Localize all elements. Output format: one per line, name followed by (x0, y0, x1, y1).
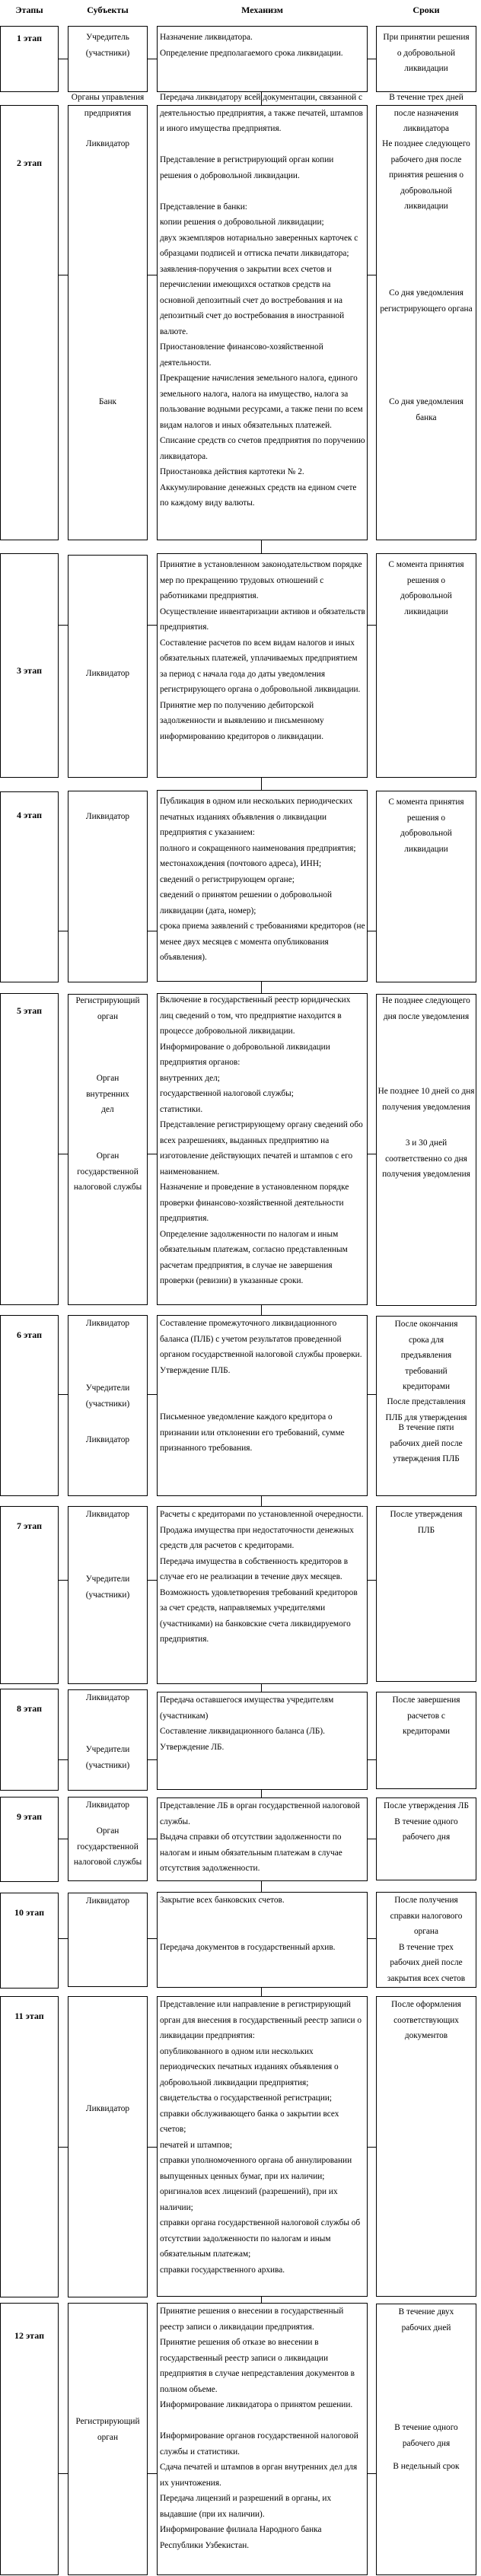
term: В течение трех дней после назначения ликвидатора (389, 93, 463, 133)
term: После окончания срока для предъявления требований кредиторами (394, 1320, 458, 1391)
mechanism-box (157, 790, 368, 982)
mechanism-box (157, 1797, 368, 1881)
header-stages: Этапы (15, 5, 43, 15)
subject: Ликвидатор (85, 669, 130, 678)
mechanism-text: Принятие в установленном законодательством порядке мер по прекращению трудовых отношений с работниками предприятия. Осуществление инвентаризации активов и обязательств предприятия. Составление расчетов по всем видам налогов и иных обязательных платежей, уплачиваемых предприятием за период с начала года до даты уведомления регистрирующего органа о добровольной ликвидации. Принятие мер по получению дебиторской задолженности и выявлению и письменному информированию кредиторов о ликвидации. (160, 560, 365, 741)
mechanism-box (157, 2303, 368, 2575)
subject: Ликвидатор (85, 1693, 130, 1702)
terms-box (376, 1996, 476, 2297)
stage-box (0, 2303, 59, 2575)
mechanism-box (157, 1996, 368, 2297)
connector (148, 625, 157, 626)
subjects-box (68, 2303, 148, 2575)
connector (261, 1305, 262, 1316)
stage-box (0, 791, 59, 982)
subject: Органы управления предприятия (71, 93, 145, 118)
subject: Ликвидатор (85, 1435, 130, 1444)
term: С момента принятия решения о добровольной ликвидации (388, 560, 464, 616)
subjects-box (68, 1315, 148, 1496)
stage-label: 11 этап (14, 2011, 44, 2021)
term: При принятии решения о добровольной ликвидации (383, 33, 470, 73)
stage-label: 1 этап (17, 33, 42, 43)
mechanism-box (157, 553, 368, 778)
subject: Учредители (участники) (85, 1575, 130, 1600)
subject: Регистрирующий орган (75, 2417, 140, 2442)
subjects-box (68, 93, 148, 540)
stage-box (0, 1315, 59, 1496)
mechanism-text: Передача ликвидатору всей документации, связанной с деятельностью предприятия, а также печатей, штампов и иного имущества предприятия. Представление в регистрирующий орган копии решения о добровольной ликвидации. Представление в банки: копии решения о добровольной ликвидации; двух экземпляров нотариально заверенных карточек с образцами подписей и оттиска печати ликвидатора; заявления-поручения о закрытии всех счетов и перечислении имеющихся остатков средств на основной депозитный счет до востребования и на депозитный счет до востребования в иностранной валюте. Приостановление финансово-хозяйственной деятельности. Прекращение начисления земельного налога, единого земельного налога, налога на имущество, налога за пользование водными ресурсами, а также пени по всем видам налогов и иных обязательных платежей. Списание средств со счетов предприятия по поручению ликвидатора. Приостановка действия картотеки № 2. Аккумулирование денежных средств на едином счете по каждому виду валюты. (160, 93, 365, 508)
subjects-box (68, 1689, 148, 1791)
stage-label: 12 этап (14, 2330, 44, 2341)
subject: Регистрирующий орган (75, 996, 140, 1021)
subject: Банк (98, 397, 117, 406)
terms-box (376, 791, 476, 982)
term: После получения справки налогового органа В течение трех рабочих дней после закрытия всех счетов (387, 1896, 466, 1983)
mechanism-text: Расчеты с кредиторами по установленной очередности. Продажа имущества при недостаточности денежных средств для расчетов с кредиторами. Передача имущества в собственность кредиторов в случае его не реализации в течение двух месяцев. Возможность удовлетворения требований кредиторов за счет средств, направляемых учредителями (участниками) на банковские счета ликвидируемого предприятия. (160, 1510, 364, 1644)
subject: Ликвидатор (85, 1319, 130, 1328)
term: После оформления соответствующих документов (391, 2000, 461, 2040)
terms-box (376, 93, 476, 540)
stage-label: 2 этап (17, 158, 42, 168)
connector (368, 2473, 376, 2474)
connector (368, 1759, 376, 1760)
subject: Ликвидатор (85, 139, 130, 148)
mechanism-text: Представление ЛБ в орган государственной налоговой службы. Выдача справки об отсутствии задолженности по налогам и иным обязательным платежам в случае отсутствия задолженности. (160, 1801, 360, 1873)
term: После представления ПЛБ для утверждения (385, 1397, 467, 1422)
terms-box (376, 553, 476, 778)
mechanism-text: Публикация в одном или нескольких периодических печатных изданиях объявления о ликвидации предприятия с указанием: полного и сокращенного наименования предприятия; местонахождения (почтового адреса), ИНН; сведений о регистрирующем органе; сведений о принятом решении о добровольной ликвидации (дата, номер); срока приема заявлений с требованиями кредиторов (не менее двух месяцев с момента опубликования объявления). (160, 797, 365, 962)
terms-box (376, 994, 476, 1306)
terms-box (376, 26, 476, 92)
connector (148, 2473, 157, 2474)
stage-box (0, 1689, 59, 1791)
connector (148, 1759, 157, 1760)
subject: Ликвидатор (85, 2104, 130, 2113)
term: Не позднее следующего рабочего дня после принятия решения о добровольной ликвидации (382, 139, 470, 211)
term: В недельный срок (393, 2462, 460, 2471)
term: Со дня уведомления банка (389, 397, 463, 422)
subject: Ликвидатор (85, 1896, 130, 1906)
connector (59, 1394, 68, 1395)
terms-box (376, 1692, 476, 1789)
stage-box (0, 26, 59, 92)
stage-box (0, 1506, 59, 1684)
subject: Орган государственной налоговой службы (73, 1826, 142, 1867)
connector (368, 2147, 376, 2148)
mechanism-text: Включение в государственный реестр юридических лиц сведений о том, что предприятие находится в процессе добровольной ликвидации. Информирование о добровольной ликвидации предприятия органов: внутренних дел; государственной налоговой службы; статистики. Представление регистрирующему органу сведений обо всех разрешениях, выданных предприятию на изготовление действующих печатей и штампов с его наименованием. Назначение и проведение в установленном порядке проверки финансово-хозяйственной деятельности предприятия. Определение задолженности по налогам и иным обязательным платежам, согласно представленным расчетам предприятия, в случае не завершения проверки (ревизии) в указанные сроки. (160, 995, 363, 1285)
mechanism-text: Представление или направление в регистрирующий орган для внесения в государственный реестр записи о ликвидации предприятия: опубликованного в одном или нескольких периодических печатных изданиях объявления о добровольной ликвидации предприятия; свидетельства о государственной регистрации; справки обслуживающего банка о закрытии всех счетов; печатей и штампов; справки уполномоченного органа об аннулировании выпущенных ценных бумаг, при их наличии; оригиналов всех лицензий (разрешений), при их наличии; справки органа государственной налоговой службы об отсутствии задолженности по налогам и иным обязательным платежам; справки государственного архива. (160, 2000, 362, 2275)
connector (261, 1684, 262, 1692)
mechanism-box (157, 1315, 368, 1496)
connector (261, 982, 262, 993)
subjects-box (68, 555, 148, 778)
terms-box (376, 2304, 476, 2575)
mechanism-box (157, 1506, 368, 1684)
terms-box (376, 1316, 476, 1496)
stage-label: 8 этап (17, 1703, 42, 1714)
connector (368, 1580, 376, 1581)
connector (368, 625, 376, 626)
connector (59, 1580, 68, 1581)
term: Со дня уведомления регистрирующего органа (380, 288, 473, 314)
term: После завершения расчетов с кредиторами (392, 1696, 460, 1736)
subject: Ликвидатор (85, 1510, 130, 1519)
stage-label: 9 этап (17, 1811, 42, 1822)
mechanism-box (157, 993, 368, 1305)
connector (148, 2147, 157, 2148)
subject: Учредитель (участники) (85, 33, 130, 58)
mechanism-text: Принятие решения о внесении в государственный реестр записи о ликвидации предприятия. Принятие решения об отказе во внесении в государственный реестр записи о ликвидации предприятия в случае непредставления документов в полном объеме. Информирование ликвидатора о принятом решении. Информирование органов государственной налоговой службы и статистики. Сдача печатей и штампов в орган внутренних дел для их уничтожения. Передача лицензий и разрешений в органы, их выдавшие (при их наличии). Информирование филиала Народного банка Республики Узбекистан. (160, 2307, 358, 2550)
terms-box (376, 1506, 476, 1682)
connector (368, 1938, 376, 1939)
subjects-box (68, 1996, 148, 2297)
stage-box (0, 1996, 59, 2297)
subjects-box (68, 791, 148, 982)
stage-box (0, 1797, 59, 1882)
connector (261, 778, 262, 791)
term: В течение одного рабочего дня (394, 2423, 458, 2448)
subject: Учредители (участники) (85, 1384, 130, 1409)
connector (148, 1938, 157, 1939)
connector (59, 2147, 68, 2148)
subjects-box (68, 1506, 148, 1684)
subject: Ликвидатор (85, 812, 130, 821)
mechanism-box (157, 1692, 368, 1790)
connector (59, 625, 68, 626)
mechanism-box (157, 93, 368, 540)
stage-label: 4 этап (17, 810, 42, 820)
subject: Орган внутренних дел (86, 1074, 129, 1114)
terms-box (376, 1892, 476, 1988)
subject: Ликвидатор (85, 1801, 130, 1810)
terms-box (376, 1797, 476, 1880)
stage-label: 6 этап (17, 1329, 42, 1340)
term: После утверждения ПЛБ (390, 1510, 463, 1535)
mechanism-text: Передача оставшегося имущества учредителям (участникам) Составление ликвидационного баланса (ЛБ). Утверждение ЛБ. (160, 1696, 334, 1752)
connector (59, 2473, 68, 2474)
term: Не позднее 10 дней со дня получения уведомления (377, 1087, 475, 1112)
stage-box (0, 1893, 59, 1989)
mechanism-box (157, 26, 368, 92)
subject: Орган государственной налоговой службы (73, 1151, 142, 1192)
stage-box (0, 993, 59, 1305)
term: В течение двух рабочих дней (398, 2307, 454, 2332)
stage-label: 3 этап (17, 665, 42, 676)
term: После утверждения ЛБ В течение одного рабочего дня (384, 1801, 469, 1842)
stage-label: 5 этап (17, 1005, 42, 1016)
connector (261, 1496, 262, 1506)
connector (59, 1759, 68, 1760)
header-subjects: Субъекты (87, 5, 129, 15)
stage-label: 7 этап (17, 1520, 42, 1531)
stage-box (0, 553, 59, 778)
subjects-box (68, 26, 148, 92)
stage-label: 10 этап (14, 1907, 44, 1918)
connector (261, 540, 262, 554)
mechanism-text: Закрытие всех банковских счетов. Передача документов в государственный архив. (160, 1896, 336, 1952)
term: В течение пяти рабочих дней после утверждения ПЛБ (390, 1423, 463, 1463)
header-terms: Сроки (413, 5, 440, 15)
connector (261, 1988, 262, 1996)
mechanism-text: Назначение ликвидатора. Определение предполагаемого срока ликвидации. (160, 33, 343, 58)
subject: Учредители (участники) (85, 1745, 130, 1770)
connector (148, 1580, 157, 1581)
mechanism-text: Составление промежуточного ликвидационного баланса (ПЛБ) с учетом результатов проведенной органом государственной налоговой службы проверки. Утверждение ПЛБ. Письменное уведомление каждого кредитора о признании или отклонении его требований, сумме признанного требования. (160, 1319, 362, 1453)
term: 3 и 30 дней соответственно со дня получения уведомления (382, 1138, 470, 1179)
term: Не позднее следующего дня после уведомления (382, 996, 470, 1021)
header-mechanism: Механизм (241, 5, 283, 15)
subjects-box (68, 1797, 148, 1881)
connector (261, 1881, 262, 1893)
subjects-box (68, 994, 148, 1305)
term: С момента принятия решения о добровольной ликвидации (388, 798, 464, 854)
subjects-box (68, 1893, 148, 1987)
connector (59, 1938, 68, 1939)
connector (368, 1394, 376, 1395)
stage-box (0, 105, 59, 540)
mechanism-box (157, 1892, 368, 1988)
connector (148, 1394, 157, 1395)
